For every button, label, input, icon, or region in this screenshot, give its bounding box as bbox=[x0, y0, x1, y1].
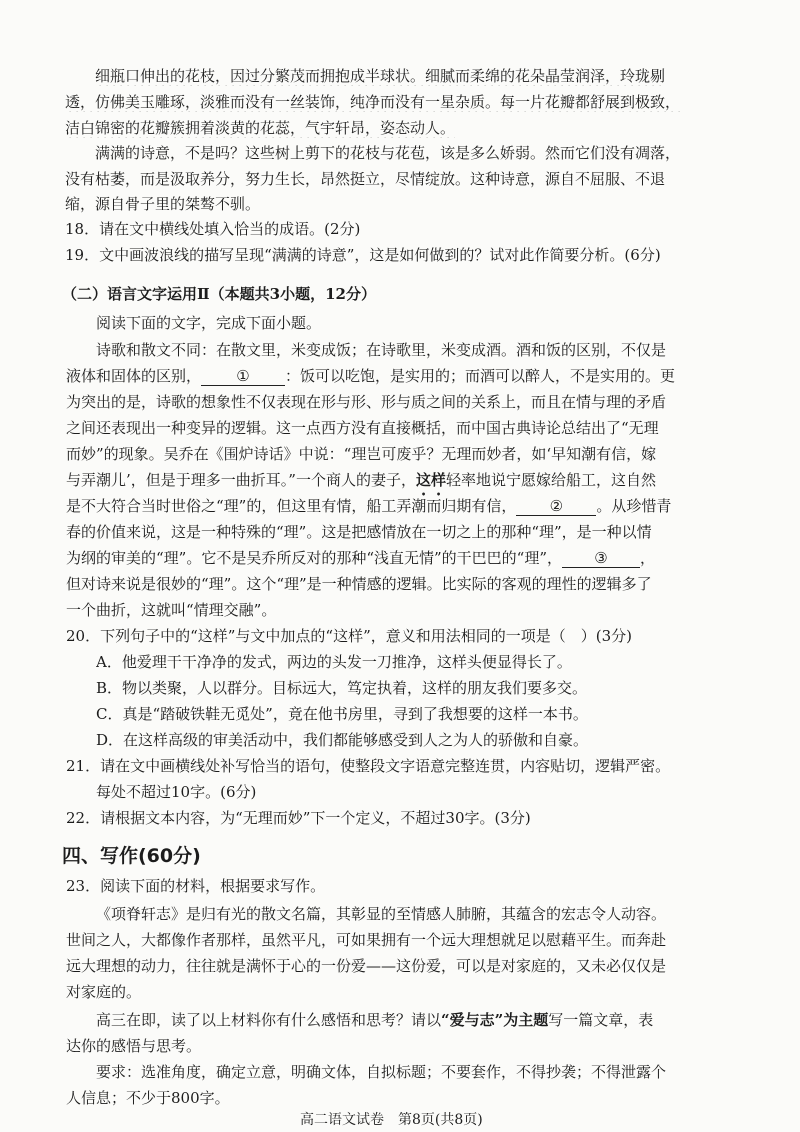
option-a: A．他爱理干干净净的发式，两边的头发一刀推净，这样头便显得长了。 bbox=[96, 653, 572, 671]
text-line-5: 而妙”的现象。吴乔在《围炉诗话》中说：“理岂可废乎？无理而妙者，如‘早知潮有信，嫁 bbox=[66, 445, 657, 463]
option-c: C．真是“踏破铁鞋无觅处”，竟在他书房里，寻到了我想要的这样一本书。 bbox=[96, 705, 588, 723]
passage-para2-line-2: 没有枯萎，而是汲取养分，努力生长，昂然挺立，尽情绽放。这种诗意，源自不屈服、不退 bbox=[65, 170, 666, 188]
theme-ai-yu-zhi: “爱与志”为主题 bbox=[441, 1011, 549, 1029]
passage-wavy-line-3: 洁白锦密的花瓣簇拥着淡黄的花蕊，气宇轩昂，姿态动人。 bbox=[65, 119, 456, 137]
text-line-7-b: 。从珍惜青 bbox=[596, 497, 672, 515]
text-line-6-a: 与弄潮儿’，但是于理多一曲折耳。”一个商人的妻子， bbox=[66, 471, 416, 489]
requirements-line-2: 人信息；不少于800字。 bbox=[66, 1089, 230, 1107]
material-line-2: 世间之人，大都像作者那样，虽然平凡，可如果拥有一个远大理想就足以慰藉平生。而奔赴 bbox=[66, 931, 667, 949]
prompt-line-2: 达你的感悟与思考。 bbox=[66, 1037, 202, 1055]
blank-2 bbox=[516, 497, 596, 516]
text-line-3: 为突出的是，诗歌的想象性不仅表现在形与形、形与质之间的关系上，而且在情与理的矛盾 bbox=[66, 393, 667, 411]
material-line-1: 《项脊轩志》是归有光的散文名篇，其彰显的至情感人肺腑，其蕴含的宏志令人动容。 bbox=[96, 905, 667, 923]
text-line-9-b: ， bbox=[640, 549, 656, 567]
blank-3-number: ③ bbox=[594, 549, 608, 567]
text-line-7-a: 是不大符合当时世俗之“理”的，但这里有情，船工弄潮而归期有信， bbox=[66, 497, 517, 515]
question-21-line-2: 每处不超过10字。(6分) bbox=[96, 783, 257, 801]
section-2-instruction: 阅读下面的文字，完成下面小题。 bbox=[96, 314, 322, 332]
blank-1 bbox=[201, 367, 285, 386]
section-2-title: （二）语言文字运用Ⅱ（本题共3小题，12分） bbox=[62, 285, 376, 303]
prompt-line-1-a: 高三在即，读了以上材料你有什么感悟和思考？请以 bbox=[96, 1011, 442, 1029]
prompt-line-1-b: 写一篇文章，表 bbox=[548, 1011, 654, 1029]
page-footer: 高二语文试卷 第8页(共8页) bbox=[300, 1112, 483, 1128]
text-line-2-a: 液体和固体的区别， bbox=[66, 367, 202, 385]
text-line-10: 但对诗来说是很妙的“理”。这个“理”是一种情感的逻辑。比实际的客观的理性的逻辑多了 bbox=[66, 575, 652, 593]
text-line-9-a: 为纲的审美的“理”。它不是吴乔所反对的那种“浅直无情”的干巴巴的“理”， bbox=[66, 549, 563, 567]
text-line-8: 春的价值来说，这是一种特殊的“理”。这是把感情放在一切之上的那种“理”，是一种以情 bbox=[66, 523, 652, 541]
text-line-6 bbox=[66, 470, 656, 499]
question-21: 21．请在文中画横线处补写恰当的语句，使整段文字语意完整连贯，内容贴切，逻辑严密。 bbox=[66, 757, 671, 775]
text-line-9 bbox=[66, 548, 655, 568]
text-line-6-b: 轻率地说宁愿嫁给船工，这自然 bbox=[445, 471, 656, 489]
question-19: 19．文中画波浪线的描写呈现“满满的诗意”，这是如何做到的？试对此作简要分析。(6分) bbox=[65, 246, 661, 264]
blank-3 bbox=[562, 549, 640, 568]
question-22: 22．请根据文本内容，为“无理而妙”下一个定义，不超过30字。(3分) bbox=[66, 809, 531, 827]
text-line-2 bbox=[66, 366, 675, 386]
text-line-7 bbox=[66, 496, 671, 516]
text-line-1: 诗歌和散文不同：在散文里，米变成饭；在诗歌里，米变成酒。酒和饭的区别，不仅是 bbox=[96, 341, 667, 359]
option-d: D．在这样高级的审美活动中，我们都能够感受到人之为人的骄傲和自豪。 bbox=[96, 731, 589, 749]
text-line-11: 一个曲折，这就叫“情理交融”。 bbox=[66, 601, 277, 619]
question-20: 20．下列句子中的“这样”与文中加点的“这样”，意义和用法相同的一项是（ ）(3分) bbox=[66, 627, 633, 645]
requirements-line-1: 要求：选准角度，确定立意，明确文体，自拟标题；不要套作，不得抄袭；不得泄露个 bbox=[96, 1063, 667, 1081]
blank-2-number: ② bbox=[549, 497, 564, 515]
blank-1-number: ① bbox=[236, 367, 250, 385]
option-b: B．物以类聚，人以群分。目标远大，笃定执着，这样的朋友我们要多交。 bbox=[96, 679, 588, 697]
passage-para2-line-1: 满满的诗意，不是吗？这些树上剪下的花枝与花苞，该是多么娇弱。然而它们没有凋落， bbox=[95, 144, 681, 162]
text-line-2-b: ：饭可以吃饱，是实用的；而酒可以醉人，不是实用的。更 bbox=[285, 367, 676, 385]
section-4-title: 四、写作(60分) bbox=[62, 845, 201, 867]
text-line-4: 之间还表现出一种变异的逻辑。这一点西方没有直接概括，而中国古典诗论总结出了“无理 bbox=[66, 419, 659, 437]
prompt-line-1 bbox=[96, 1010, 653, 1030]
dotted-word-zheyang: 这样 bbox=[415, 471, 446, 489]
question-23: 23．阅读下面的材料，根据要求写作。 bbox=[66, 877, 326, 895]
passage-para2-line-3: 缩，源自骨子里的桀骜不驯。 bbox=[65, 195, 261, 213]
passage-wavy-line-1: 细瓶口伸出的花枝，因过分繁茂而拥抱成半球状。细腻而柔绵的花朵晶莹润泽，玲珑剔 bbox=[95, 67, 666, 85]
question-18: 18．请在文中横线处填入恰当的成语。(2分) bbox=[65, 220, 361, 238]
material-line-4: 对家庭的。 bbox=[66, 983, 142, 1001]
passage-wavy-line-2: 透，仿佛美玉雕琢，淡雅而没有一丝装饰，纯净而没有一星杂质。每一片花瓣都舒展到极致， bbox=[65, 93, 681, 111]
material-line-3: 远大理想的动力，往往就是满怀于心的一份爱——这份爱，可以是对家庭的，又未必仅仅是 bbox=[66, 957, 667, 975]
